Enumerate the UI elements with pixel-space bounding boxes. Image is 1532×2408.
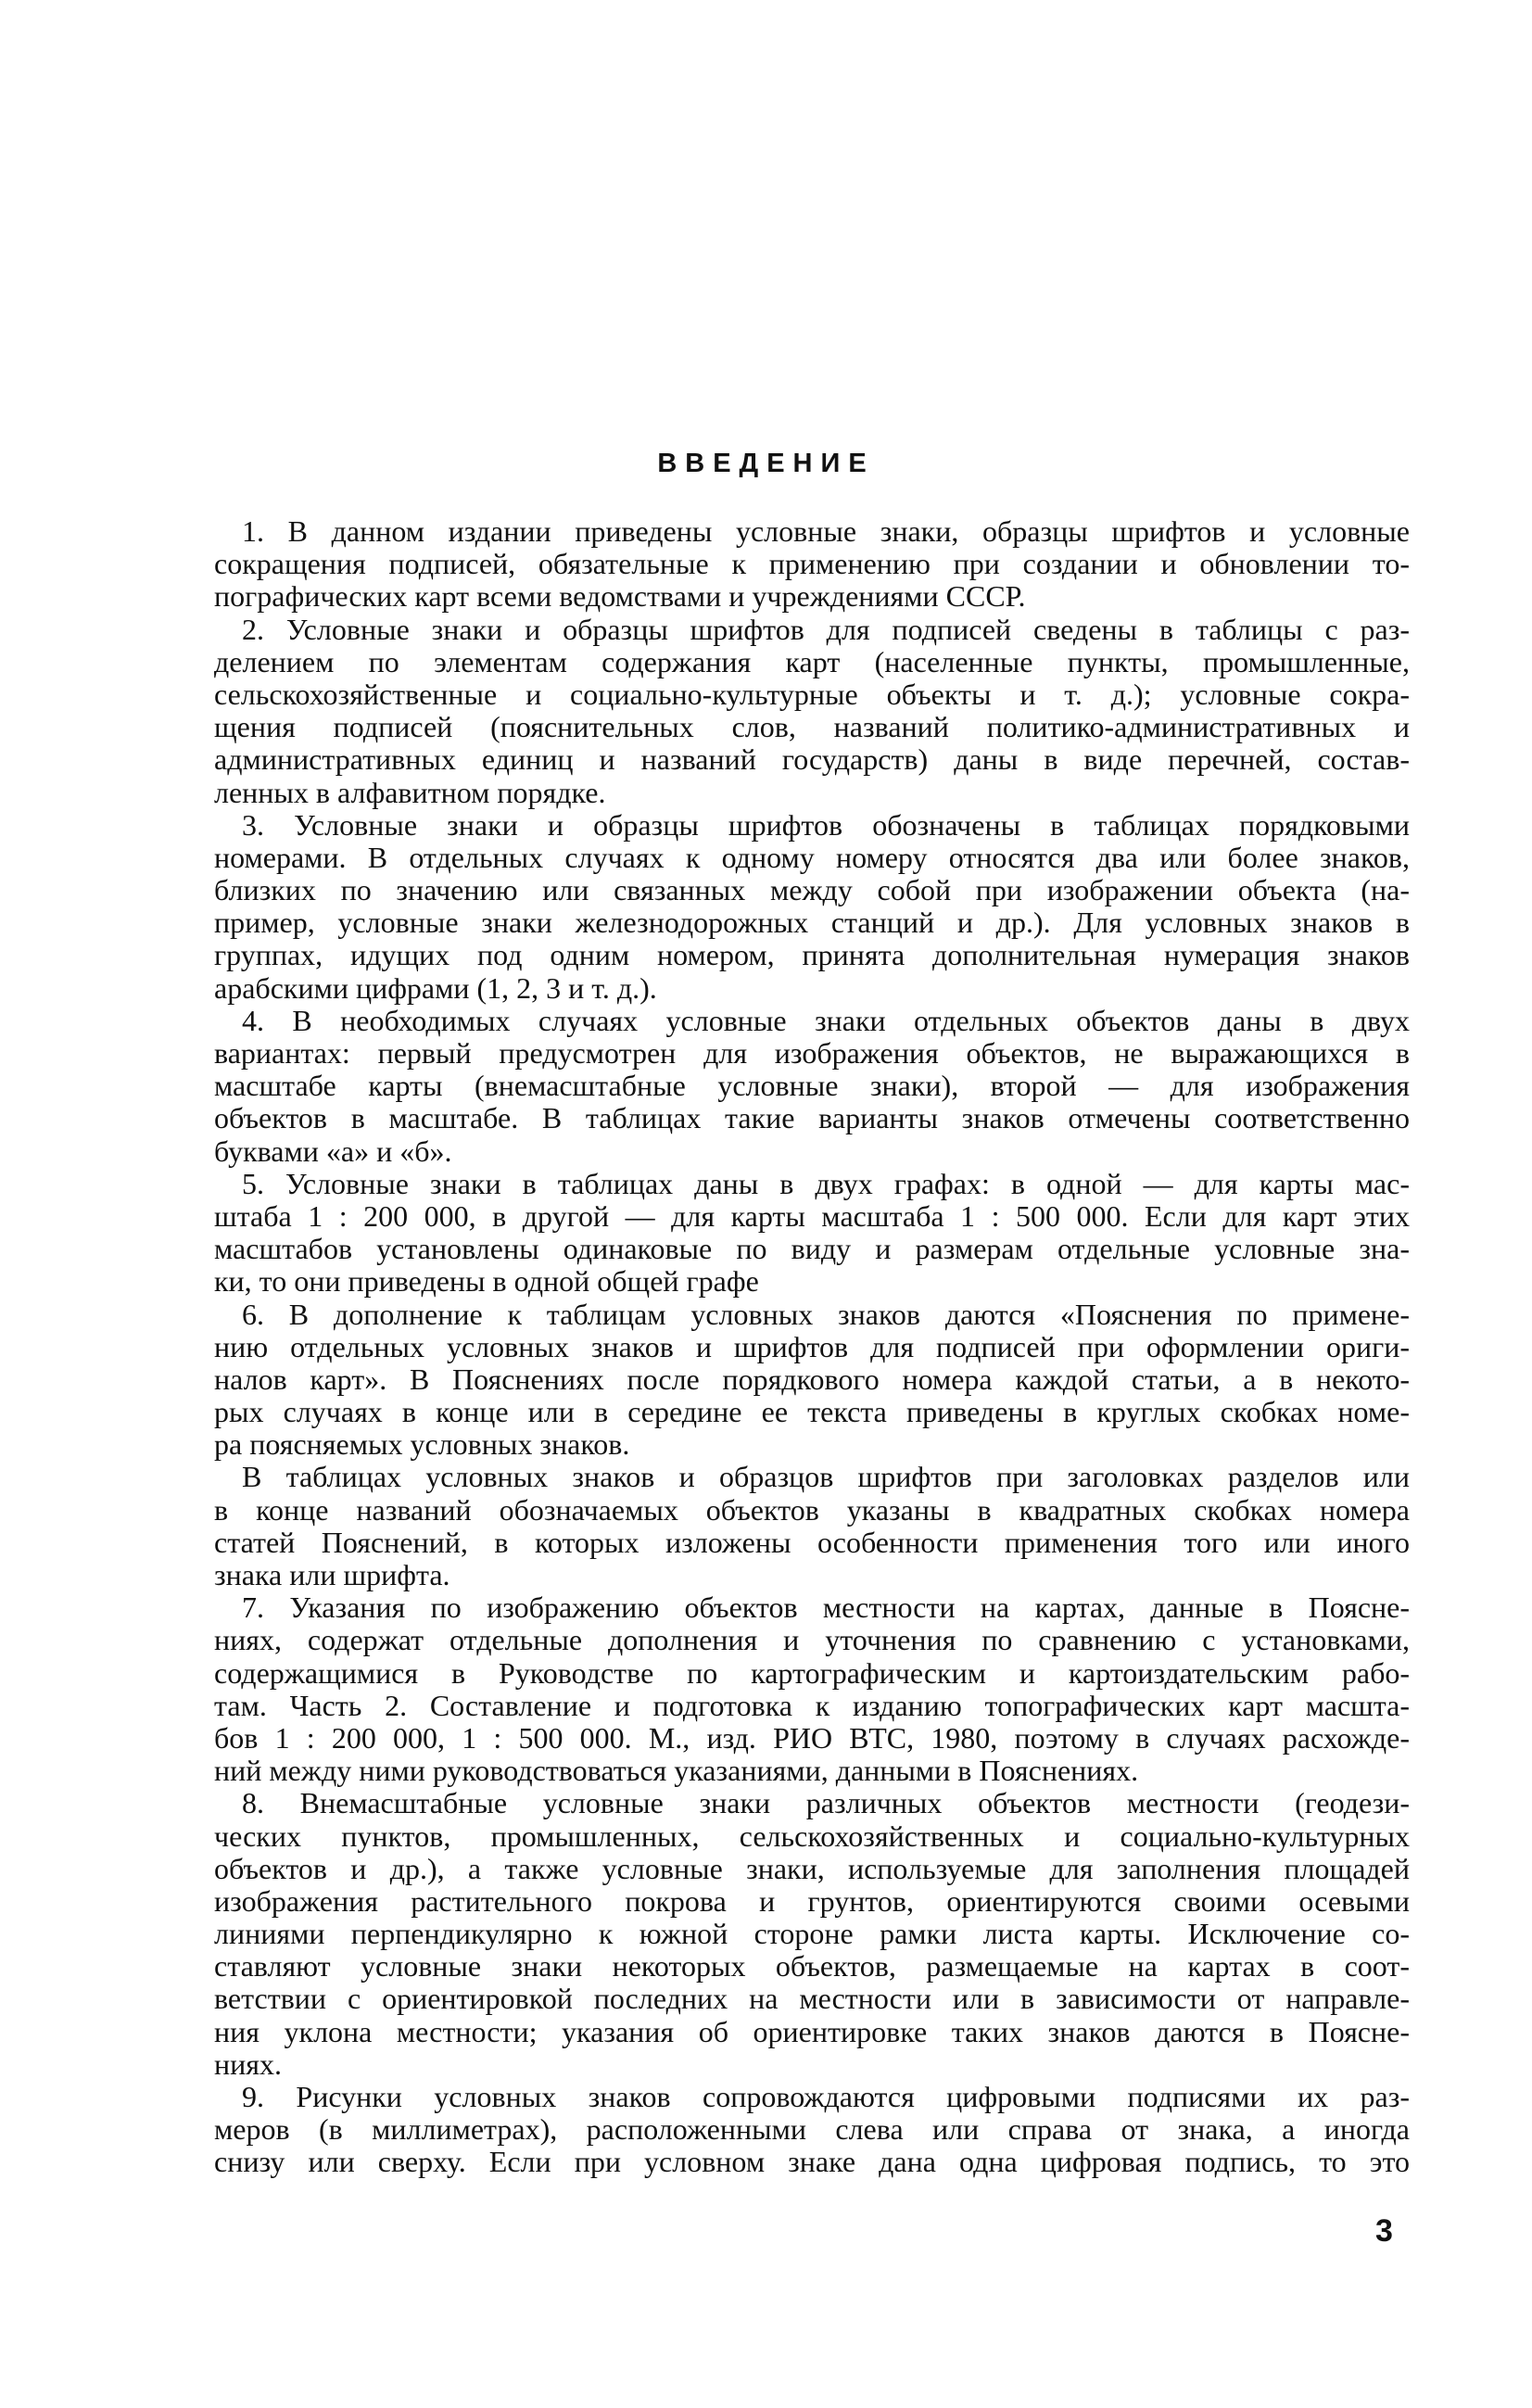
text-line — [214, 1299, 1410, 1331]
text-line — [214, 1755, 1410, 1787]
text-line — [214, 1005, 1410, 1037]
text-line-content: изображения растительного покрова и грунтов, ориентируются своими осевыми — [214, 1883, 1410, 1918]
text-line-content: 4. В необходимых случаях условные знаки отдельных объектов даны в двух — [242, 1003, 1410, 1037]
text-line-content: линиями перпендикулярно к южной стороне рамки листа карты. Исключение со- — [214, 1917, 1410, 1951]
text-line-content: 1. В данном издании приведены условные знаки, образцы шрифтов и условные — [242, 514, 1410, 548]
text-line — [214, 1950, 1410, 1983]
text-line — [214, 580, 1410, 613]
text-line-content: ки, то они приведены в одной общей графе — [214, 1264, 759, 1299]
text-line-content: ний между ними руководствоваться указаниями, данными в Пояснениях. — [214, 1754, 1139, 1788]
text-line-content: 5. Условные знаки в таблицах даны в двух графах: в одной — для карты мас- — [242, 1166, 1410, 1200]
text-line — [214, 777, 1410, 809]
text-line-content: ленных в алфавитном порядке. — [214, 775, 606, 809]
text-line — [214, 743, 1410, 776]
text-line-content: номерами. В отдельных случаях к одному номеру относятся два или более знаков, — [214, 840, 1410, 874]
text-line-content: 8. Внемасштабные условные знаки различных объектов местности (геодези- — [242, 1786, 1410, 1820]
text-line — [214, 1233, 1410, 1265]
text-line-content: 6. В дополнение к таблицам условных знаков даются «Пояснения по примене- — [242, 1297, 1410, 1331]
text-line — [214, 1624, 1410, 1656]
text-line — [214, 646, 1410, 678]
text-line — [214, 1461, 1410, 1493]
document-body — [214, 515, 1410, 2179]
text-line-content: щения подписей (пояснительных слов, названий политико-административных и — [214, 710, 1410, 744]
paragraph — [214, 809, 1410, 1005]
text-line — [214, 1037, 1410, 1070]
text-line — [214, 1135, 1410, 1168]
text-line — [214, 1102, 1410, 1134]
text-line — [214, 1690, 1410, 1722]
text-line — [214, 874, 1410, 906]
paragraph — [214, 1299, 1410, 1462]
text-line — [214, 1591, 1410, 1624]
text-line — [214, 2081, 1410, 2113]
text-line — [214, 1396, 1410, 1428]
text-line — [214, 1527, 1410, 1559]
text-line — [214, 1363, 1410, 1396]
text-line-content: ния уклона местности; указания об ориентировке таких знаков даются в Поясне- — [214, 2014, 1410, 2048]
text-line-content: нию отдельных условных знаков и шрифтов для подписей при оформлении ориги- — [214, 1329, 1410, 1363]
text-line — [214, 972, 1410, 1005]
text-line — [214, 1820, 1410, 1853]
text-line — [214, 1200, 1410, 1233]
paragraph — [214, 614, 1410, 809]
text-line-content: статей Пояснений, в которых изложены особенности применения того или иного — [214, 1525, 1410, 1559]
paragraph — [214, 515, 1410, 614]
text-line — [214, 842, 1410, 874]
page-number: 3 — [1375, 2213, 1393, 2249]
text-line-content: пографических карт всеми ведомствами и учреждениями СССР. — [214, 579, 1026, 614]
text-line — [214, 809, 1410, 842]
text-line — [214, 678, 1410, 711]
text-line-content: объектов в масштабе. В таблицах такие варианты знаков отмечены соответственно — [214, 1101, 1410, 1135]
text-line — [214, 1559, 1410, 1591]
text-line — [214, 1787, 1410, 1819]
text-line — [214, 1853, 1410, 1885]
text-line — [214, 711, 1410, 743]
text-line — [214, 1265, 1410, 1298]
paragraph — [214, 1005, 1410, 1168]
text-line — [214, 2016, 1410, 2048]
text-line — [214, 1918, 1410, 1950]
text-line — [214, 1657, 1410, 1690]
text-line-content: близких по значению или связанных между собой при изображении объекта (на- — [214, 873, 1410, 907]
text-line-content: сельскохозяйственные и социально-культурные объекты и т. д.); условные сокра- — [214, 677, 1410, 711]
text-line — [214, 2113, 1410, 2146]
text-line — [214, 515, 1410, 548]
text-line-content: 7. Указания по изображению объектов местности на картах, данные в Поясне- — [242, 1591, 1410, 1625]
text-line-content: меров (в миллиметрах), расположенными слева или справа от знака, а иногда — [214, 2112, 1410, 2147]
text-line — [214, 614, 1410, 646]
page-title: ВВЕДЕНИЕ — [657, 449, 875, 478]
text-line-content: 9. Рисунки условных знаков сопровождаются цифровыми подписями их раз- — [242, 2080, 1410, 2113]
text-line-content: ставляют условные знаки некоторых объектов, размещаемые на картах в соот- — [214, 1949, 1410, 1983]
text-line-content: административных единиц и названий государств) даны в виде перечней, состав- — [214, 742, 1410, 777]
text-line-content: объектов и др.), а также условные знаки, используемые для заполнения площадей — [214, 1851, 1410, 1885]
text-line-content: ниях. — [214, 2047, 282, 2081]
paragraph — [214, 1591, 1410, 1787]
paragraph — [214, 2081, 1410, 2179]
text-line — [214, 1168, 1410, 1200]
text-line-content: делением по элементам содержания карт (населенные пункты, промышленные, — [214, 644, 1410, 678]
paragraph — [214, 1787, 1410, 2081]
text-line-content: знака или шрифта. — [214, 1558, 450, 1591]
text-line-content: вариантах: первый предусмотрен для изображения объектов, не выражающихся в — [214, 1036, 1410, 1070]
text-line-content: снизу или сверху. Если при условном знаке дана одна цифровая подпись, то это — [214, 2145, 1410, 2179]
text-line-content: 3. Условные знаки и образцы шрифтов обозначены в таблицах порядковыми — [242, 807, 1410, 842]
text-line — [214, 548, 1410, 580]
paragraph — [214, 1461, 1410, 1591]
text-line-content: пример, условные знаки железнодорожных станций и др.). Для условных знаков в — [214, 906, 1410, 940]
text-line — [214, 1722, 1410, 1755]
text-line-content: арабскими цифрами (1, 2, 3 и т. д.). — [214, 970, 657, 1005]
text-line — [214, 2048, 1410, 2081]
text-line-content: масштабе карты (внемасштабные условные знаки), второй — для изображения — [214, 1069, 1410, 1103]
text-line — [214, 1070, 1410, 1102]
text-line-content: буквами «а» и «б». — [214, 1134, 452, 1168]
text-line-content: масштабов установлены одинаковые по виду и размерам отдельные условные зна- — [214, 1232, 1410, 1266]
text-line — [214, 1885, 1410, 1918]
text-line — [214, 906, 1410, 939]
text-line-content: ниях, содержат отдельные дополнения и уточнения по сравнению с установками, — [214, 1623, 1410, 1657]
text-line-content: бов 1 : 200 000, 1 : 500 000. М., изд. РИО ВТС, 1980, поэтому в случаях расхожде- — [214, 1720, 1410, 1755]
text-line-content: в конце названий обозначаемых объектов указаны в квадратных скобках номера — [214, 1492, 1410, 1527]
text-line — [214, 1428, 1410, 1461]
text-line-content: В таблицах условных знаков и образцов шрифтов при заголовках разделов или — [242, 1460, 1410, 1494]
text-line-content: там. Часть 2. Составление и подготовка к изданию топографических карт масшта- — [214, 1688, 1410, 1722]
text-line-content: ческих пунктов, промышленных, сельскохозяйственных и социально-культурных — [214, 1819, 1410, 1853]
text-line — [214, 1494, 1410, 1527]
paragraph — [214, 1168, 1410, 1299]
text-line-content: ра поясняемых условных знаков. — [214, 1427, 630, 1462]
text-line — [214, 1331, 1410, 1363]
text-line — [214, 2146, 1410, 2178]
text-line-content: содержащимися в Руководстве по картографическим и картоиздательским рабо- — [214, 1655, 1410, 1690]
text-line-content: группах, идущих под одним номером, принята дополнительная нумерация знаков — [214, 938, 1410, 972]
text-line-content: сокращения подписей, обязательные к применению при создании и обновлении то- — [214, 547, 1410, 581]
text-line-content: 2. Условные знаки и образцы шрифтов для подписей сведены в таблицы с раз- — [242, 612, 1410, 646]
text-line-content: налов карт». В Пояснениях после порядкового номера каждой статьи, а в некото- — [214, 1362, 1410, 1396]
text-line — [214, 1983, 1410, 2015]
text-line-content: ветствии с ориентировкой последних на местности или в зависимости от направле- — [214, 1982, 1410, 2016]
text-line-content: штаба 1 : 200 000, в другой — для карты масштаба 1 : 500 000. Если для карт этих — [214, 1198, 1410, 1233]
text-line — [214, 939, 1410, 971]
text-line-content: рых случаях в конце или в середине ее текста приведены в круглых скобках номе- — [214, 1395, 1410, 1429]
